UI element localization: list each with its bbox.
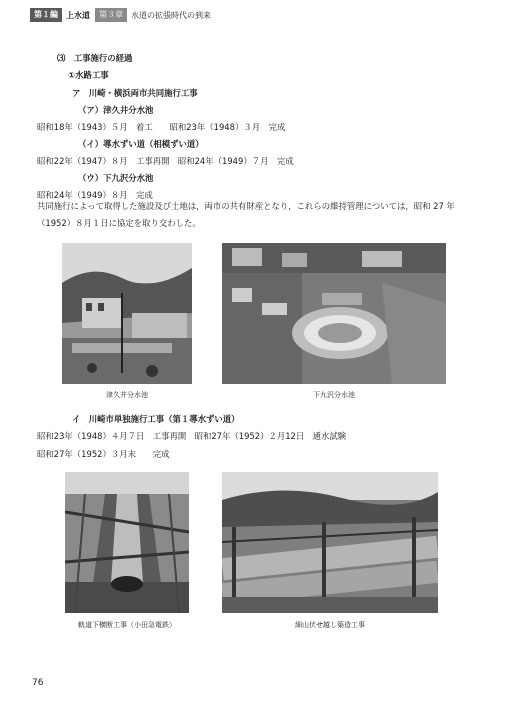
part-label: 第１編 [30, 8, 62, 22]
photo-hosoyama-siphon [222, 472, 438, 613]
item-i-text-1: 昭和23年（1948）４月７日 工事再開 昭和27年（1952）２月12日 通水試験 [37, 431, 347, 441]
photo-shimokuzawa-reservoir [222, 243, 446, 384]
caption-track-crossing: 軌道下横断工事（小田急電鉄） [78, 621, 176, 629]
chapter-title: 水道の拡張時代の到来 [131, 10, 211, 20]
body-paragraph: 共同施行によって取得した施設及び土地は，両市の共有財産となり，これらの維持管理については，昭和 27 年（1952）８月１日に協定を取り交わした。 [37, 201, 455, 228]
subitem-text-3: 昭和24年（1949）８月 完成 [37, 190, 153, 200]
caption-shimokuzawa: 下九沢分水池 [313, 391, 355, 399]
subitem-text-1: 昭和18年（1943）５月 着工 昭和23年（1948）３月 完成 [37, 122, 286, 132]
part-title: 上水道 [66, 10, 90, 20]
subitem-text-2: 昭和22年（1947）８月 工事再開 昭和24年（1949）７月 完成 [37, 156, 294, 166]
chapter-label: 第３章 [95, 8, 127, 22]
photo-track-crossing [65, 472, 189, 613]
subitem-heading-3: （ウ）下九沢分水池 [78, 173, 154, 183]
caption-tsukui: 津久井分水池 [106, 391, 148, 399]
page-number: 76 [32, 678, 44, 688]
running-header [30, 8, 211, 22]
subitem-heading-2: （イ）導水ずい道（相模ずい道） [78, 139, 204, 149]
item-heading-a: ア 川崎・横浜両市共同施行工事 [72, 88, 198, 98]
photo-tsukui-reservoir [62, 243, 192, 384]
subsection-heading: ①水路工事 [68, 70, 109, 80]
item-heading-i: イ 川崎市単独施行工事（第１導水ずい道） [72, 414, 240, 424]
item-i-text-2: 昭和27年（1952）３月末 完成 [37, 449, 170, 459]
section-heading: ⑶ 工事施行の経過 [57, 53, 133, 63]
caption-hosoyama: 細山伏せ越し築造工事 [295, 621, 365, 629]
subitem-heading-1: （ア）津久井分水池 [78, 105, 154, 115]
